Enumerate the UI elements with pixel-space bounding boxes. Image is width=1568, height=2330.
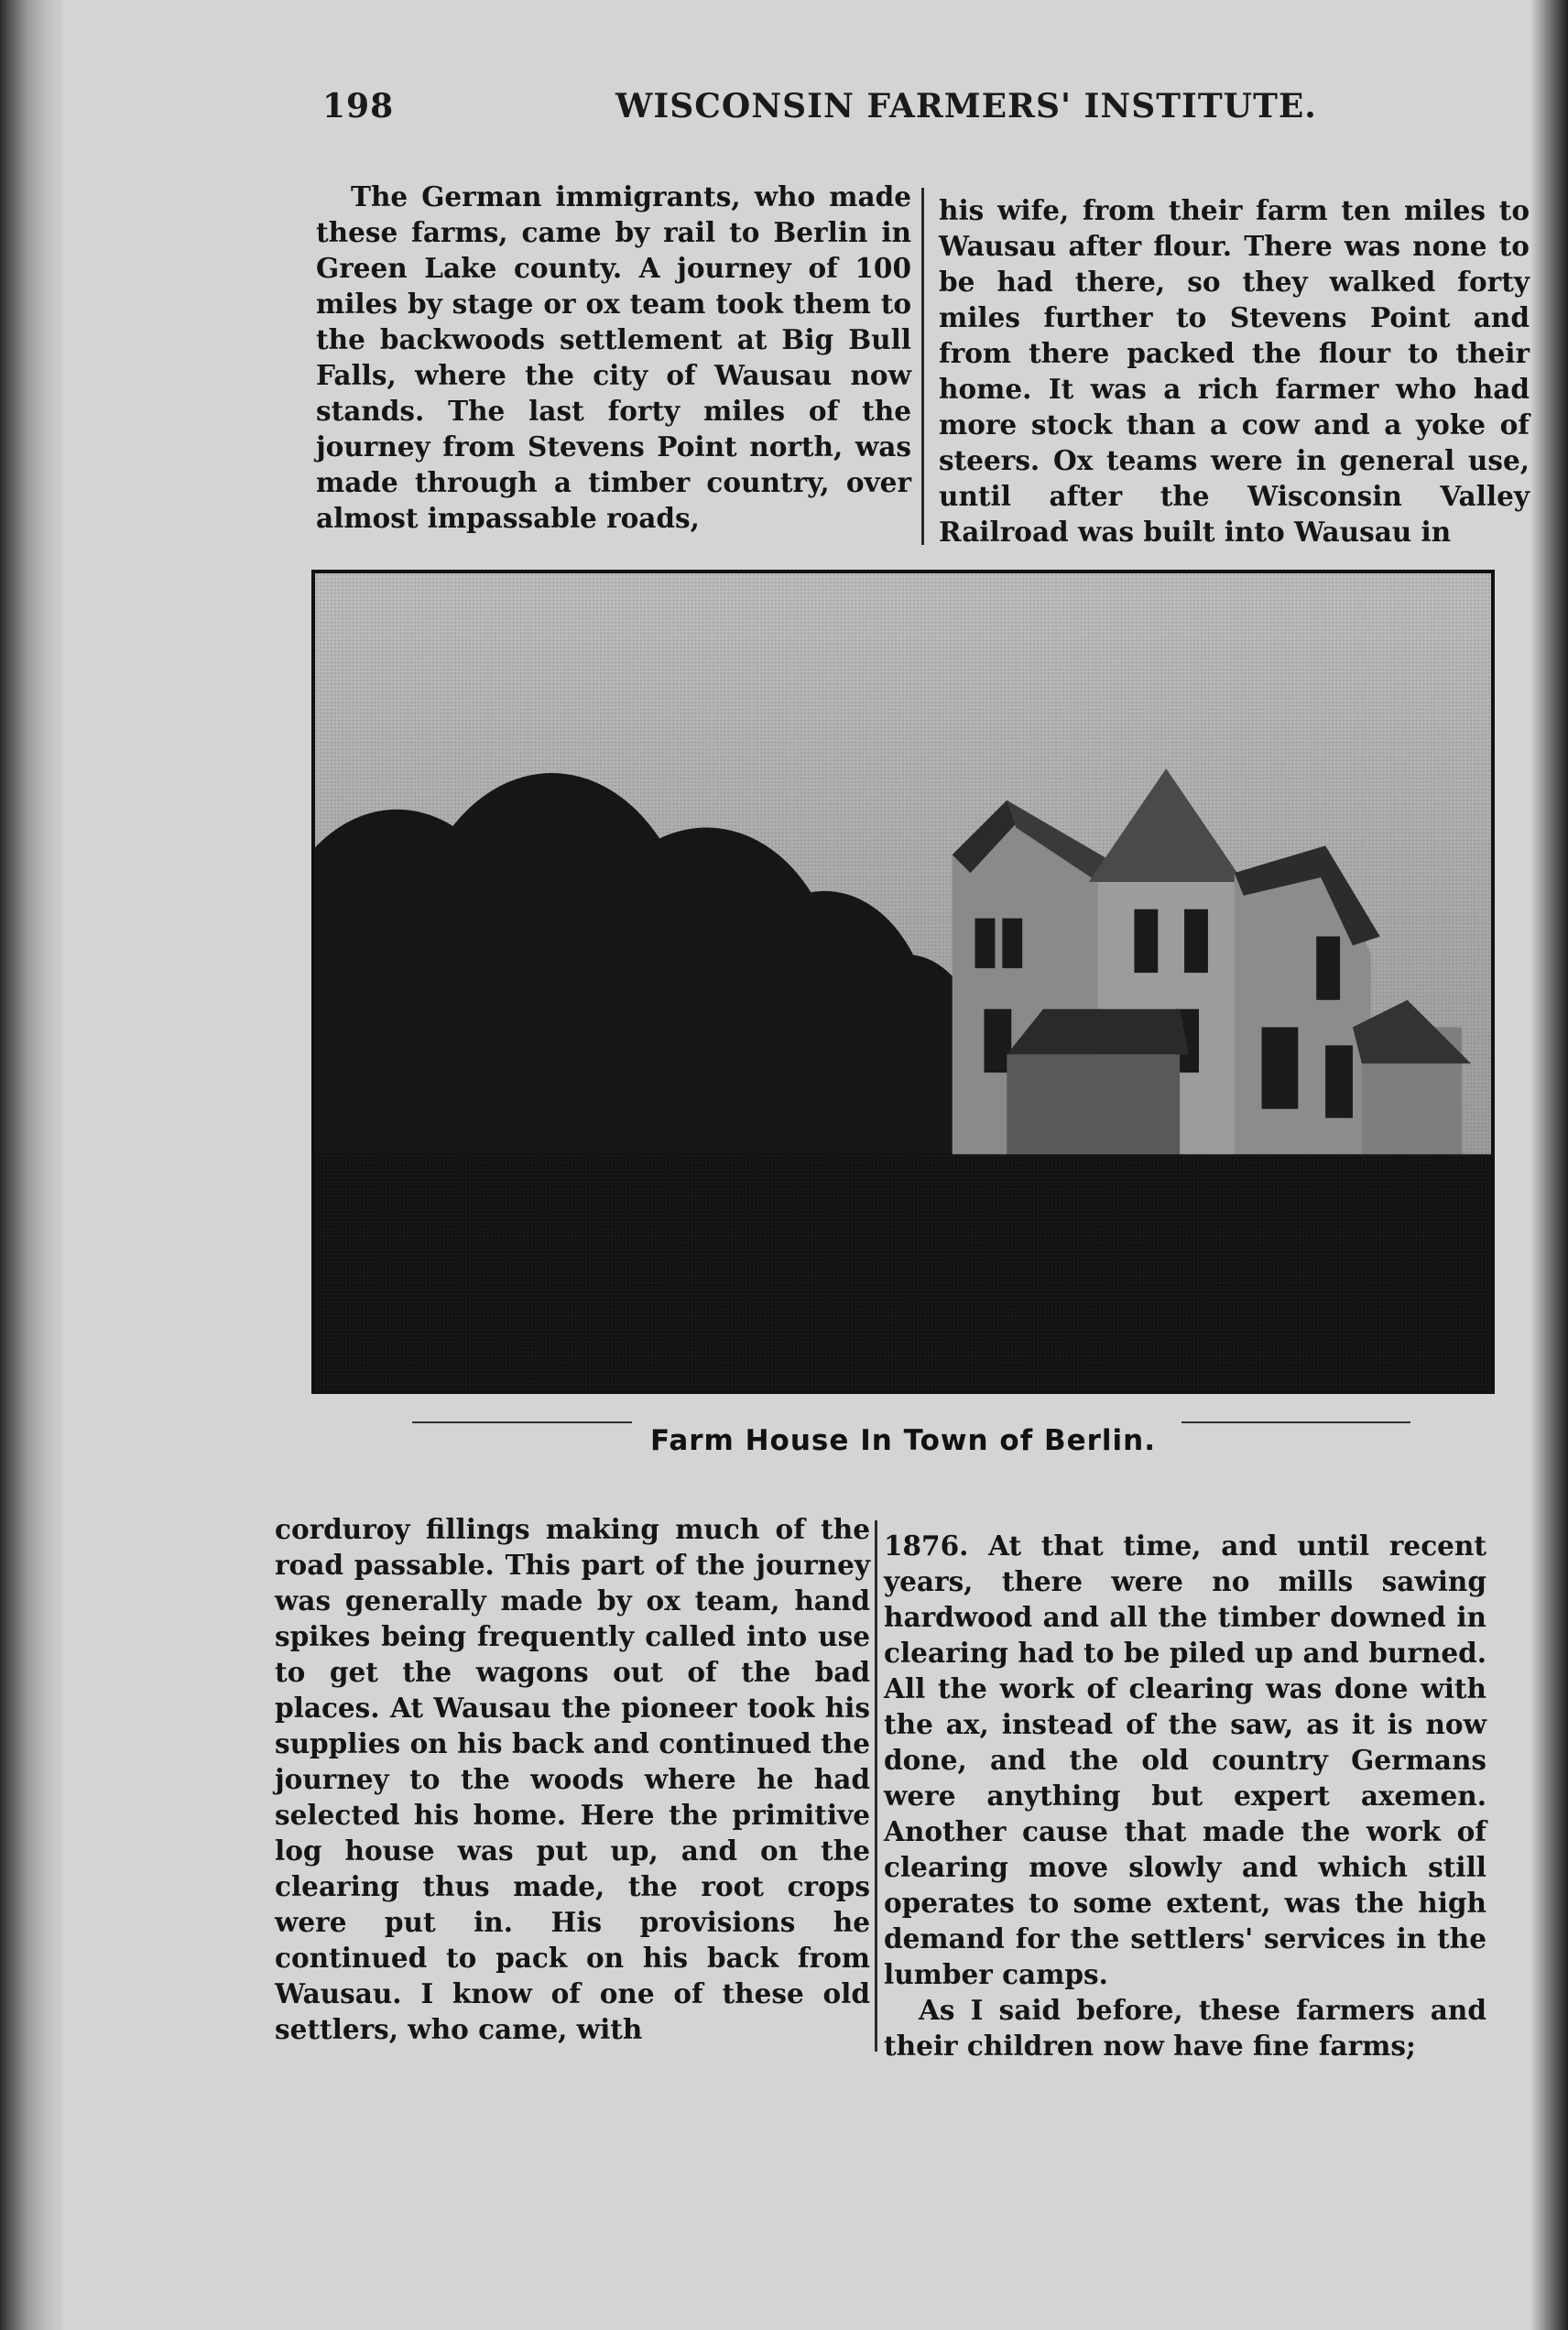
column-divider [921,188,924,545]
text-column-bottom-left [275,1511,870,2047]
paragraph: his wife, from their farm ten miles to Wausau after flour. There was none to be had there, so they walked forty miles further to Stevens Point and from there packed the flour to their home. It was a rich farmer who had more stock than a cow and a yoke of steers. Ox teams were in general use, until after the Wisconsin Valley Railroad was built into Wausau in [939,194,1530,548]
paragraph: corduroy fillings making much of the road passable. This part of the journey was generally made by ox team, hand spikes being frequently called into use to get the wagons out of the bad places. At Wausau the pioneer took his supplies on his back and continued the journey to the woods where he had selected his home. Here the primitive log house was put up, and on the clearing thus made, the root crops were put in. His provisions he continued to pack on his back from Wausau. I know of one of these old settlers, who came, with [275,1513,870,2045]
page-edge [0,0,62,2330]
text-column-bottom-right [884,1528,1486,2063]
page-number: 198 [322,87,395,125]
paragraph: 1876. At that time, and until recent years, there were no mills sawing hardwood and all the timber downed in clearing had to be piled up and burned. All the work of clearing was done with the ax, instead of the saw, as it is now done, and the old country Germans were anything but expert axemen. Another cause that made the work of clearing move slowly and which still operates to some extent, was the high demand for the settlers' services in the lumber camps. [884,1530,1486,1990]
figure-caption: Farm House In Town of Berlin. [649,1424,1157,1457]
caption-rule-right [1181,1421,1410,1423]
column-divider [875,1520,877,2052]
text-column-top-right [939,192,1530,550]
farm-house-photo [311,570,1495,1394]
farm-house-image [315,573,1491,1390]
running-title: WISCONSIN FARMERS' INSTITUTE. [615,87,1317,125]
text-column-top-left [316,179,911,536]
caption-rule-left [412,1421,632,1423]
page-right-shadow [1531,0,1568,2330]
paragraph: The German immigrants, who made these farms, came by rail to Berlin in Green Lake county. A journey of 100 miles by stage or ox team took them to the backwoods settlement at Big Bull Falls, where the city of Wausau now stands. The last forty miles of the journey from Stevens Point north, was made through a timber country, over almost impassable roads, [316,180,911,534]
page-header [322,87,1317,142]
paragraph: As I said before, these farmers and their children now have fine farms; [884,1994,1486,2062]
